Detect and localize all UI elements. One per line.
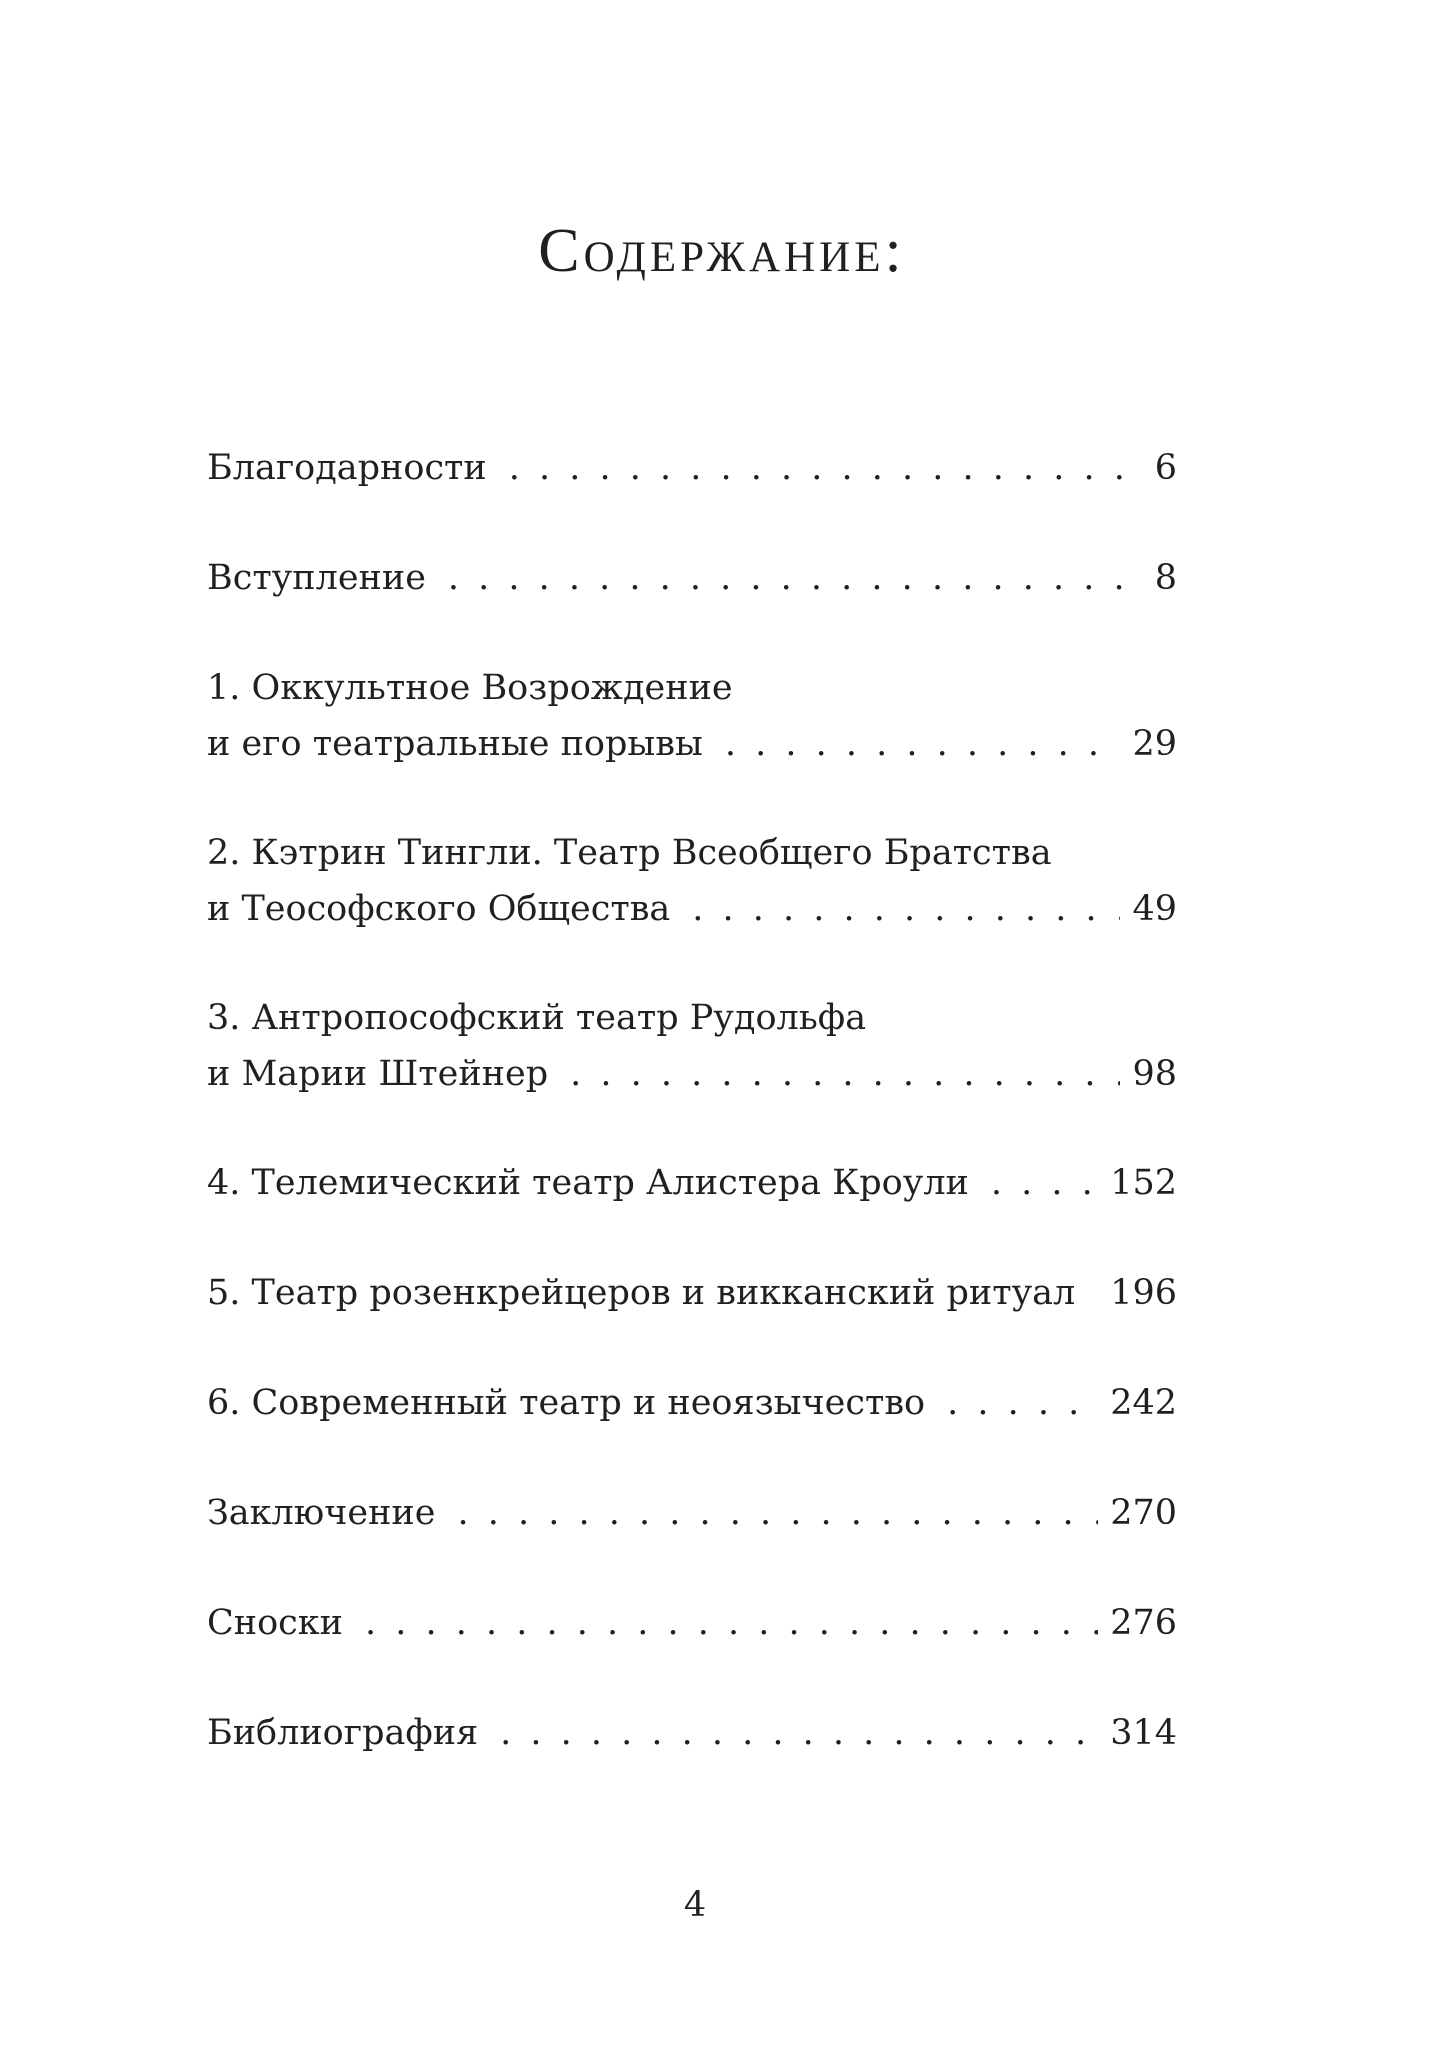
dot-leader [692,881,1120,937]
toc-entry-title-line-2: и его театральные порывы [207,724,703,764]
toc-entry-title-line-1: 2. Кэтрин Тингли. Театр Всеобщего Братства [207,833,1052,873]
dot-leader [509,440,1143,496]
table-of-contents [207,440,1177,1815]
toc-entry-title: Вступление [207,558,426,598]
toc-entry-page: 242 [1110,1383,1177,1423]
toc-entry-title: Заключение [207,1493,436,1533]
toc-entry-title-line-1: 3. Антропософский театр Рудольфа [207,998,867,1038]
toc-entry-page: 276 [1110,1603,1177,1643]
toc-entry-chapter-3 [207,990,1177,1102]
toc-entry-introduction [207,550,1177,606]
dot-leader [448,550,1143,606]
toc-entry-title: 4. Телемический театр Алистера Кроули [207,1163,969,1203]
dot-leader [947,1375,1098,1431]
toc-entry-chapter-2 [207,825,1177,937]
page-title: Содержание: [538,217,906,285]
dot-leader [500,1705,1098,1761]
toc-entry-chapter-1 [207,660,1177,772]
toc-entry-title-line-2: и Теософского Общества [207,889,671,929]
dot-leader [991,1155,1098,1211]
dot-leader [457,1485,1098,1541]
toc-entry-page: 270 [1110,1493,1177,1533]
toc-entry-page: 6 [1154,448,1177,488]
toc-entry-title: Библиография [207,1713,479,1753]
dot-leader [1097,1265,1098,1321]
toc-entry-title: 6. Современный театр и неоязычество [207,1383,926,1423]
toc-entry-title-line-1: 1. Оккультное Возрождение [207,668,733,708]
dot-leader [365,1595,1098,1651]
toc-entry-page: 196 [1110,1273,1177,1313]
toc-entry-title: 5. Театр розенкрейцеров и викканский ритуал [207,1273,1076,1313]
toc-entry-page: 29 [1132,724,1177,764]
toc-entry-page: 314 [1110,1713,1177,1753]
toc-entry-title: Благодарности [207,448,487,488]
toc-entry-page: 98 [1132,1054,1177,1094]
toc-entry-conclusion [207,1485,1177,1541]
toc-entry-chapter-6 [207,1375,1177,1431]
toc-entry-acknowledgements [207,440,1177,496]
toc-entry-page: 49 [1132,889,1177,929]
toc-entry-title-line-2: и Марии Штейнер [207,1054,549,1094]
toc-entry-page: 152 [1110,1163,1177,1203]
toc-entry-title: Сноски [207,1603,343,1643]
toc-entry-chapter-5 [207,1265,1177,1321]
dot-leader [725,716,1121,772]
toc-entry-notes [207,1595,1177,1651]
page-number: 4 [683,1885,707,1925]
toc-entry-bibliography [207,1705,1177,1761]
dot-leader [570,1046,1120,1102]
toc-entry-page: 8 [1154,558,1177,598]
toc-entry-chapter-4 [207,1155,1177,1211]
